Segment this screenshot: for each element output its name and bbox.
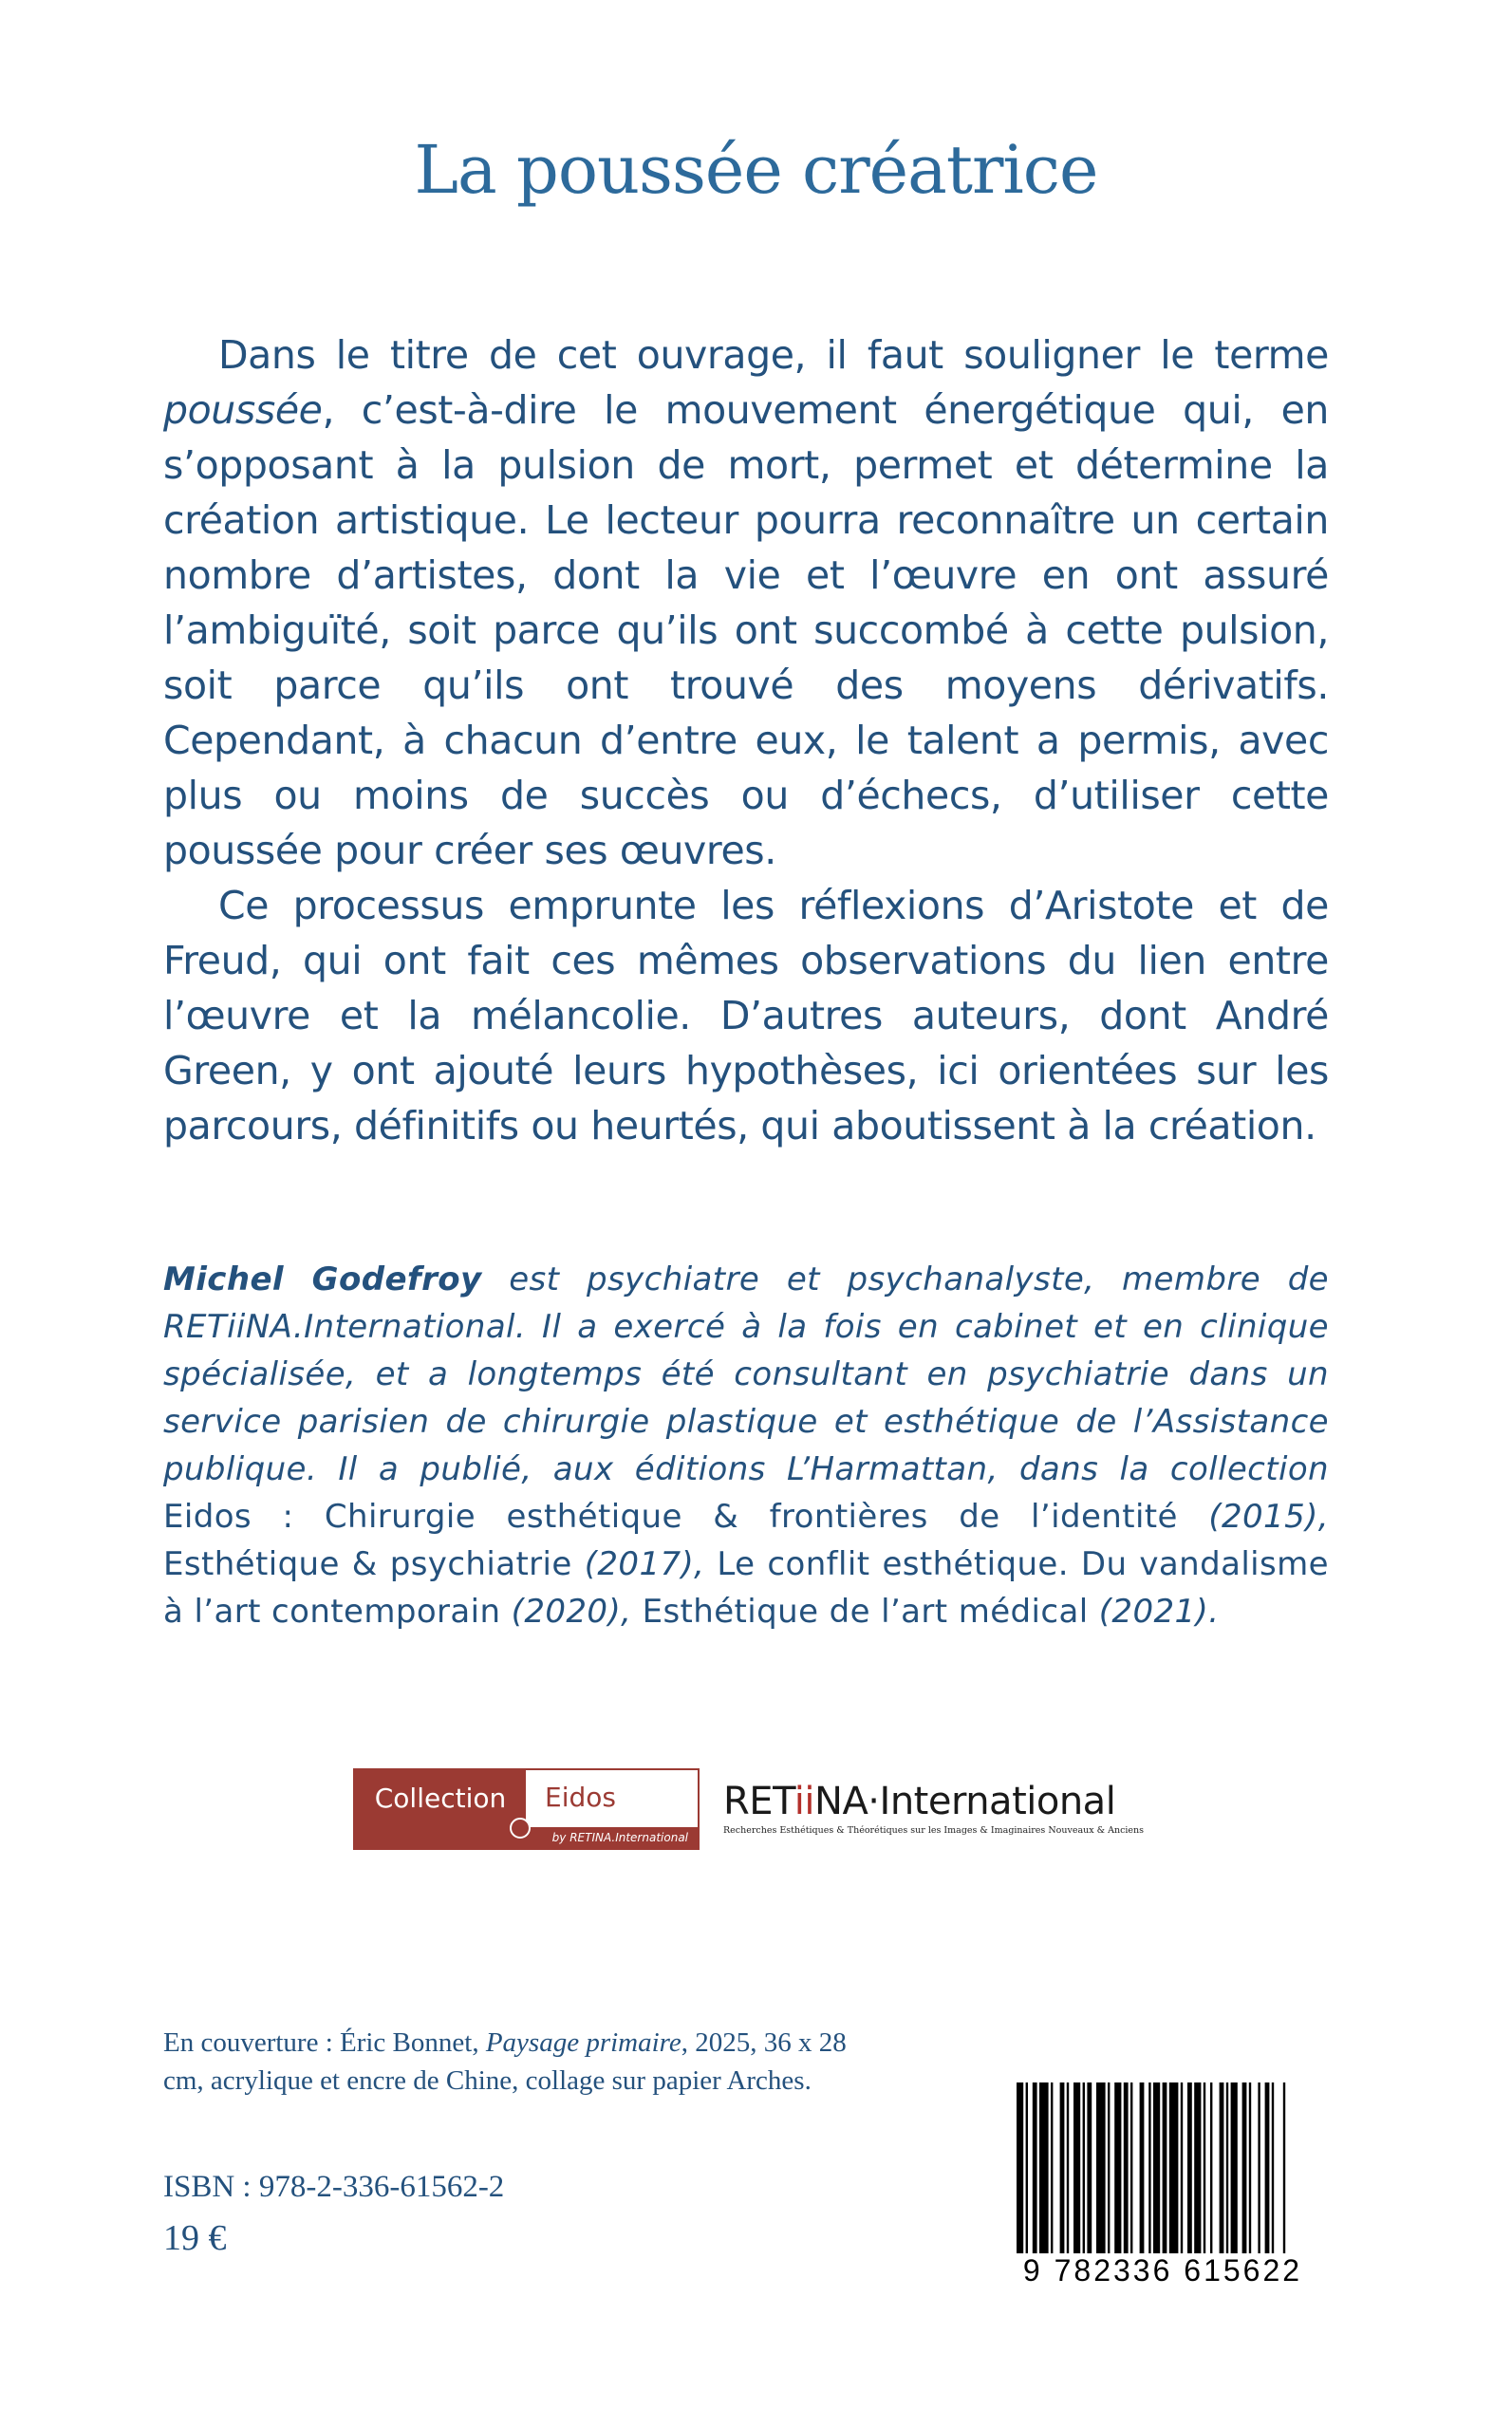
barcode-digits: 9 782336 615622 [1011,2253,1315,2288]
barcode-bar [1181,2082,1183,2268]
barcode-bar [1220,2082,1224,2268]
barcode-bar [1153,2082,1160,2268]
bio-book-2: Esthétique & psychiatrie [163,1545,572,1583]
barcode-bar [1051,2082,1053,2268]
barcode-bar [1073,2082,1080,2268]
collection-name: Eidos [545,1782,616,1813]
summary-p1-rest: , c’est-à-dire le mouvement énergétique qui, en s’opposant à la pulsion de mort, permet et détermine la création artistique. Le lecteur pourra reconnaître un certain nombre d’artistes, dont la vie et l’œuvre en ont assuré l’ambiguïté, soit parce qu’ils ont succombé à cette pulsion, soit parce qu’ils ont trouvé des moyens dérivatifs. Cependant, à chacun d’entre eux, le talent a permis, avec plus ou moins de succès ou d’échecs, d’utiliser cette poussée pour créer ses œuvres. [163,387,1329,873]
summary-p1-emphasis: poussée [163,387,323,433]
retina-name [723,1780,1141,1823]
book-title: La poussée créatrice [414,131,1098,209]
barcode-bar [1272,2082,1274,2268]
isbn: ISBN : 978-2-336-61562-2 [163,2170,505,2204]
barcode-bar [1114,2082,1121,2268]
summary-p1-start: Dans le titre de cet ouvrage, il faut souligner le terme [218,332,1329,378]
summary-text [163,327,1329,1153]
barcode-bar [1242,2082,1247,2268]
retina-name-part-c: NA·International [814,1780,1116,1823]
collection-eidos-logo [353,1768,700,1850]
barcode-bars-icon [1011,2082,1315,2268]
barcode-bar [1204,2082,1205,2268]
barcode-bar [1033,2082,1037,2268]
summary-paragraph-2: Ce processus emprunte les réflexions d’Aristote et de Freud, qui ont fait ces mêmes observations du lien entre l’œuvre et la mélancolie. D’autres auteurs, dont André Green, y ont ajouté leurs hypothèses, ici orientées sur les parcours, définitifs ou heurtés, qui aboutissent à la création. [163,883,1329,1148]
barcode-bar [1083,2082,1085,2268]
cover-credit [163,2024,885,2100]
collection-label: Collection [355,1770,526,1827]
collection-sub-label: by RETINA.International [355,1827,698,1848]
retina-international-logo [723,1780,1145,1836]
barcode-bar [1096,2082,1106,2268]
bio-year-3: (2020), [500,1593,643,1631]
credit-work-title: Paysage primaire [485,2027,681,2058]
logo-dot-icon [510,1818,531,1839]
barcode-bar [1249,2082,1251,2268]
bio-year-1: (2015), [1177,1498,1329,1536]
barcode-bar [1258,2082,1260,2268]
summary-paragraph-1 [163,327,1329,878]
barcode-bar [1210,2082,1212,2268]
price: 19 € [163,2218,227,2258]
author-name: Michel Godefroy [163,1261,482,1298]
barcode-bar [1017,2082,1023,2268]
author-bio [163,1256,1329,1635]
bio-year-2: (2017), [571,1545,718,1583]
retina-name-part-b: ii [793,1780,815,1823]
credit-details: , 2025, 36 x 28 cm, acrylique et encre de Chine, collage sur papier Arches. [163,2027,847,2096]
barcode-bar [1283,2082,1285,2268]
bio-text: est psychiatre et psychanalyste, membre de RETiiNA.International. Il a exercé à la fois en cabinet et en clinique spécialisée, et a longtemps été consultant en psychiatrie dans un service parisien de chirurgie plastique et esthétique de l’Assistance publique. Il a publié, aux éditions L’Harmattan, dans la collection [163,1261,1329,1488]
barcode-bar [1039,2082,1049,2268]
barcode-bar [1163,2082,1167,2268]
barcode-bar [1130,2082,1132,2268]
barcode-bar [1148,2082,1150,2268]
retina-name-part-a: RET [723,1780,794,1823]
retina-tagline: Recherches Esthétiques & Théorétiques sur les Images & Imaginaires Nouveaux & Anciens [723,1825,1145,1836]
barcode-bar [1026,2082,1028,2268]
bio-year-4: (2021). [1088,1593,1220,1631]
barcode-bar [1226,2082,1228,2268]
credit-prefix: En couverture : Éric Bonnet, [163,2027,486,2058]
barcode-bar [1140,2082,1145,2268]
barcode-bar [1124,2082,1129,2268]
barcode-bar [1231,2082,1238,2268]
barcode-bar [1087,2082,1092,2268]
barcode-bar [1060,2082,1065,2268]
barcode-bar [1067,2082,1069,2268]
barcode-bar [1187,2082,1192,2268]
barcode-bar [1265,2082,1270,2268]
barcode-bar [1108,2082,1110,2268]
bio-book-3: Le conflit esthétique. Du vandalisme à l’art contemporain [163,1545,1329,1631]
barcode-bar [1169,2082,1179,2268]
bio-book-1: Eidos : Chirurgie esthétique & frontières de l’identité [163,1498,1178,1536]
barcode [1011,2082,1315,2291]
bio-book-4: Esthétique de l’art médical [642,1593,1089,1631]
barcode-bar [1194,2082,1201,2268]
